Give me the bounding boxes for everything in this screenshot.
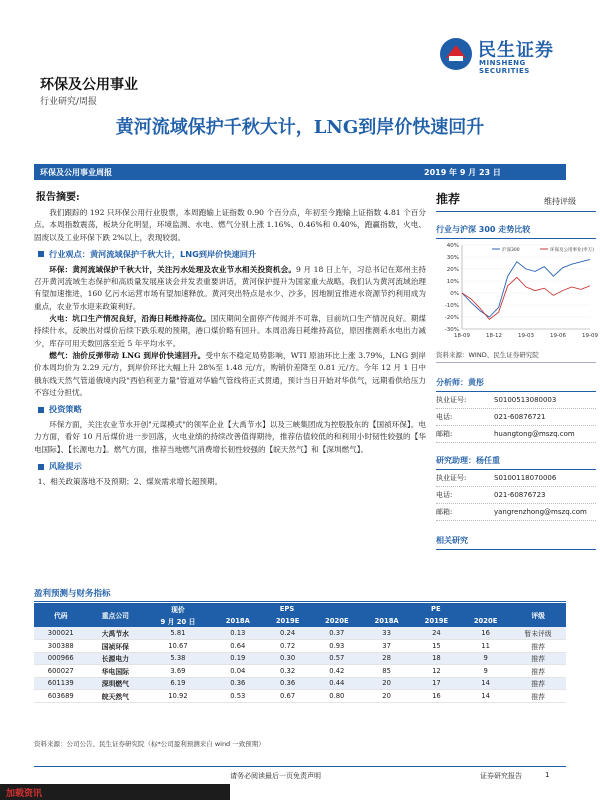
info-row	[436, 470, 596, 487]
assistant-info	[436, 470, 596, 521]
section-risk	[38, 461, 426, 472]
chart-title: 行业与沪深 300 走势比较	[436, 220, 596, 239]
cell-name: 长源电力	[88, 652, 144, 665]
paragraph-power	[34, 313, 426, 350]
page-footer	[0, 766, 600, 784]
cell-rating: 推荐	[510, 640, 566, 653]
info-row	[436, 487, 596, 504]
section-title: 投资策略	[49, 404, 82, 415]
info-value[interactable]: yangrenzhong@mszq.com	[494, 508, 587, 516]
series-line	[462, 259, 590, 317]
paragraph-risk: 1、相关政策落地不及预期；2、煤炭需求增长超预期。	[37, 477, 223, 487]
cell-p3: 11	[461, 640, 510, 653]
y-tick-label: 0%	[450, 291, 459, 297]
rating-block	[436, 188, 596, 212]
forecast-table	[34, 603, 566, 703]
analyst-heading: 分析师：黄彤	[436, 373, 596, 392]
table-row	[34, 665, 566, 678]
cell-price: 5.38	[143, 652, 212, 665]
cell-p1: 28	[361, 652, 411, 665]
col-name: 重点公司	[88, 603, 144, 627]
info-label: 电话:	[436, 413, 453, 421]
cell-name: 大禹节水	[88, 627, 144, 640]
footer-disclaimer: 请务必阅读最后一页免责声明	[230, 772, 321, 780]
x-tick-label: 19-09	[582, 333, 598, 339]
cell-p1: 85	[361, 665, 411, 678]
summary-heading: 报告摘要:	[36, 192, 80, 203]
cell-p3: 14	[461, 677, 510, 690]
section-industry-view	[38, 249, 426, 260]
paragraph-lead: 环保：黄河流域保护千秋大计，关注污水处理及农业节水相关投资机会。	[49, 264, 297, 274]
info-value: 021-60876721	[494, 413, 546, 421]
cell-e2: 0.30	[263, 652, 312, 665]
cell-name: 华电国际	[88, 665, 144, 678]
y-tick-label: -30%	[444, 327, 459, 333]
cell-price: 5.81	[143, 627, 212, 640]
rating-note: 维持评级	[544, 197, 576, 206]
cell-p3: 9	[461, 652, 510, 665]
cell-e3: 0.44	[312, 677, 361, 690]
cell-name: 深圳燃气	[88, 677, 144, 690]
sector-name: 环保及公用事业	[40, 77, 138, 93]
chart-source: 资料来源：WIND、民生证券研究院	[436, 350, 596, 363]
summary-paragraph: 我们跟踪的 192 只环保公用行业股票，本周跑输上证指数 0.90 个百分点，年初至今跑输上证指数 4.81 个百分点。本周指数震荡，板块分化明显，环境监测、水电、燃气分别上涨 1.16%、0.46%和 0.40%，跑赢指数，火电、固废以及工业环保下跌 2%以上，表现较弱。	[34, 208, 426, 242]
divider	[34, 601, 566, 602]
info-value[interactable]: huangtong@mszq.com	[494, 430, 575, 438]
bar-date: 2019 年 9 月 23 日	[424, 168, 501, 177]
info-label: 邮箱:	[436, 430, 453, 438]
cell-e3: 0.93	[312, 640, 361, 653]
cell-price: 3.69	[143, 665, 212, 678]
cell-p1: 20	[361, 677, 411, 690]
col-rating: 评级	[510, 603, 566, 627]
cell-e2: 0.72	[263, 640, 312, 653]
cell-e1: 0.64	[213, 640, 263, 653]
x-tick-label: 18-12	[486, 333, 502, 339]
cell-e3: 0.37	[312, 627, 361, 640]
table-heading: 盈利预测与财务指标	[34, 589, 111, 599]
col-pe-2020: 2020E	[461, 615, 510, 627]
x-tick-label: 18-09	[454, 333, 470, 339]
table-row	[34, 627, 566, 640]
cell-code: 603689	[34, 690, 88, 703]
bottom-banner: 加载资讯	[0, 784, 230, 800]
section-title: 风险提示	[49, 461, 82, 472]
paragraph-env	[34, 264, 426, 313]
col-eps-2018: 2018A	[213, 615, 263, 627]
cell-name: 国祯环保	[88, 640, 144, 653]
y-tick-label: -10%	[444, 303, 459, 309]
cell-e3: 0.42	[312, 665, 361, 678]
cell-p3: 14	[461, 690, 510, 703]
cell-e2: 0.67	[263, 690, 312, 703]
paragraph-text: 受中东不稳定局势影响，WTI 原油环比上涨 3.79%，LNG 到岸价本周均价为 2.29 元/方，到岸价环比大幅上升 28%至 1.48 元/方，购销价差降至 0.81 元/方。今年 12 月 1 日中俄东线天然气管道俄境内段"西伯利亚力量"管道对华输气管线将正式贯通，预计当日开始对华供气，远期看供给压力不容过分担忧。	[34, 350, 426, 397]
section-title: 行业观点：黄河流域保护千秋大计，LNG到岸价快速回升	[49, 248, 257, 259]
logo-text: 民生证券	[478, 40, 554, 61]
info-row	[436, 504, 596, 521]
summary-column	[34, 184, 426, 488]
y-tick-label: 30%	[446, 255, 459, 261]
cell-rating: 推荐	[510, 690, 566, 703]
info-label: 邮箱:	[436, 508, 453, 516]
x-tick-label: 19-03	[518, 333, 534, 339]
section-strategy	[38, 404, 426, 415]
info-label: 执业证号:	[436, 474, 467, 482]
paragraph-gas	[34, 350, 426, 399]
info-value: S0100513080003	[494, 396, 557, 404]
table-footnote: 资料来源：公司公告、民生证券研究院（标*公司盈利预测来自 wind 一致预期）	[34, 740, 265, 748]
col-eps: EPS	[213, 603, 362, 615]
info-row	[436, 409, 596, 426]
info-row	[436, 426, 596, 443]
col-pe-2018: 2018A	[361, 615, 411, 627]
table-row	[34, 677, 566, 690]
col-price-date: 9 月 20 日	[143, 615, 212, 627]
assistant-heading: 研究助理：杨任重	[436, 451, 596, 470]
col-eps-2019: 2019E	[263, 615, 312, 627]
col-pe: PE	[361, 603, 510, 615]
info-row	[436, 392, 596, 409]
paragraph-text: 9 月 18 日上午，习总书记在郑州主持召开黄河流域生态保护和高质量发展座谈会并发表重要讲话，黄河保护提升为国家重大战略。我们认为黄河流域治理有望加速推进，160 亿污水运营市场有望加速释放。黄河突出特点是水少、沙多，因地制宜推进水资源节约利用成为重点，农业节水迎来政策利好。	[34, 264, 426, 311]
cell-rating: 推荐	[510, 652, 566, 665]
cell-e2: 0.24	[263, 627, 312, 640]
logo-icon	[438, 36, 474, 72]
cell-e2: 0.32	[263, 665, 312, 678]
cell-p2: 24	[412, 627, 461, 640]
cell-p2: 17	[412, 677, 461, 690]
info-value: 021-60876723	[494, 491, 546, 499]
paragraph-text: 国庆期间全面停产传闻并不可靠，目前坑口生产情况良好。期煤持续什水，反映出对煤价后续下跌乐观的预期，港口煤价略有回升。本周沿海日耗维持高位，原因推测系水电出力减少，库存可用天数回落至近 5 年平均水平。	[34, 314, 426, 348]
bar-series-name: 环保及公用事业周报	[40, 168, 112, 177]
info-value: S0100118070006	[494, 474, 557, 482]
cell-rating: 推荐	[510, 677, 566, 690]
related-research-heading: 相关研究	[436, 531, 596, 550]
y-tick-label: 10%	[446, 279, 459, 285]
header-bar	[34, 164, 566, 180]
cell-p1: 33	[361, 627, 411, 640]
col-pe-2019: 2019E	[412, 615, 461, 627]
logo-subtext: MINSHENG SECURITIES	[479, 59, 530, 75]
cell-p1: 20	[361, 690, 411, 703]
rating: 推荐	[436, 192, 461, 206]
y-tick-label: -20%	[444, 315, 459, 321]
paragraph-lead: 燃气：油价反弹带动 LNG 到岸价快速回升。	[49, 350, 206, 360]
cell-e1: 0.36	[213, 677, 263, 690]
table-heading-block	[34, 587, 566, 602]
cell-p1: 37	[361, 640, 411, 653]
cell-code: 601139	[34, 677, 88, 690]
cell-code: 300021	[34, 627, 88, 640]
col-code: 代码	[34, 603, 88, 627]
cell-e1: 0.04	[213, 665, 263, 678]
trend-chart	[436, 239, 596, 344]
info-label: 电话:	[436, 491, 453, 499]
x-tick-label: 19-06	[550, 333, 566, 339]
y-tick-label: 40%	[446, 243, 459, 249]
legend-label: 沪深300	[502, 248, 520, 253]
cell-p2: 16	[412, 690, 461, 703]
cell-rating: 暂未评级	[510, 627, 566, 640]
cell-p2: 12	[412, 665, 461, 678]
cell-price: 10.92	[143, 690, 212, 703]
paragraph-lead: 火电：坑口生产情况良好，沿海日耗维持高位。	[49, 314, 211, 324]
footer-divider	[34, 766, 566, 767]
bullet-square-icon	[38, 407, 44, 413]
cell-e1: 0.53	[213, 690, 263, 703]
cell-p3: 16	[461, 627, 510, 640]
cell-e1: 0.19	[213, 652, 263, 665]
bullet-square-icon	[38, 251, 44, 257]
cell-price: 6.19	[143, 677, 212, 690]
bullet-square-icon	[38, 464, 44, 470]
table-row	[34, 690, 566, 703]
table-row	[34, 640, 566, 653]
footer-label: 证券研究报告	[480, 772, 522, 780]
info-label: 执业证号:	[436, 396, 467, 404]
sidebar	[436, 188, 596, 550]
cell-name: 皖天然气	[88, 690, 144, 703]
legend-label: 环保及公用事业(申万)	[550, 248, 595, 253]
cell-code: 600027	[34, 665, 88, 678]
cell-code: 300388	[34, 640, 88, 653]
analyst-info	[436, 392, 596, 443]
cell-e3: 0.57	[312, 652, 361, 665]
cell-rating: 推荐	[510, 665, 566, 678]
cell-price: 10.67	[143, 640, 212, 653]
page-number: 1	[545, 771, 550, 779]
y-tick-label: 20%	[446, 267, 459, 273]
series-line	[462, 277, 590, 319]
cell-e1: 0.13	[213, 627, 263, 640]
cell-p3: 9	[461, 665, 510, 678]
col-eps-2020: 2020E	[312, 615, 361, 627]
paragraph-strategy: 环保方面，关注农业节水开创"元谋模式"的领军企业【大禹节水】以及三峡集团成为控股股东的【国祯环保】。电力方面，看好 10 月后煤价进一步回落，火电业绩的持续改善值得期待，推荐估值较低的和利用小时韧性较强的【华电国际】、【长源电力】。燃气方面，推荐当地燃气消费增长韧性较强的【皖天然气】和【深圳燃气】。	[34, 420, 426, 454]
minsheng-logo	[438, 34, 578, 76]
cell-e3: 0.80	[312, 690, 361, 703]
page-title: 黄河流域保护千秋大计，LNG到岸价快速回升	[115, 117, 485, 138]
cell-e2: 0.36	[263, 677, 312, 690]
cell-p2: 18	[412, 652, 461, 665]
cell-p2: 15	[412, 640, 461, 653]
cell-code: 000966	[34, 652, 88, 665]
col-price: 现价	[143, 603, 212, 615]
table-row	[34, 652, 566, 665]
report-type: 行业研究/周报	[40, 97, 98, 107]
